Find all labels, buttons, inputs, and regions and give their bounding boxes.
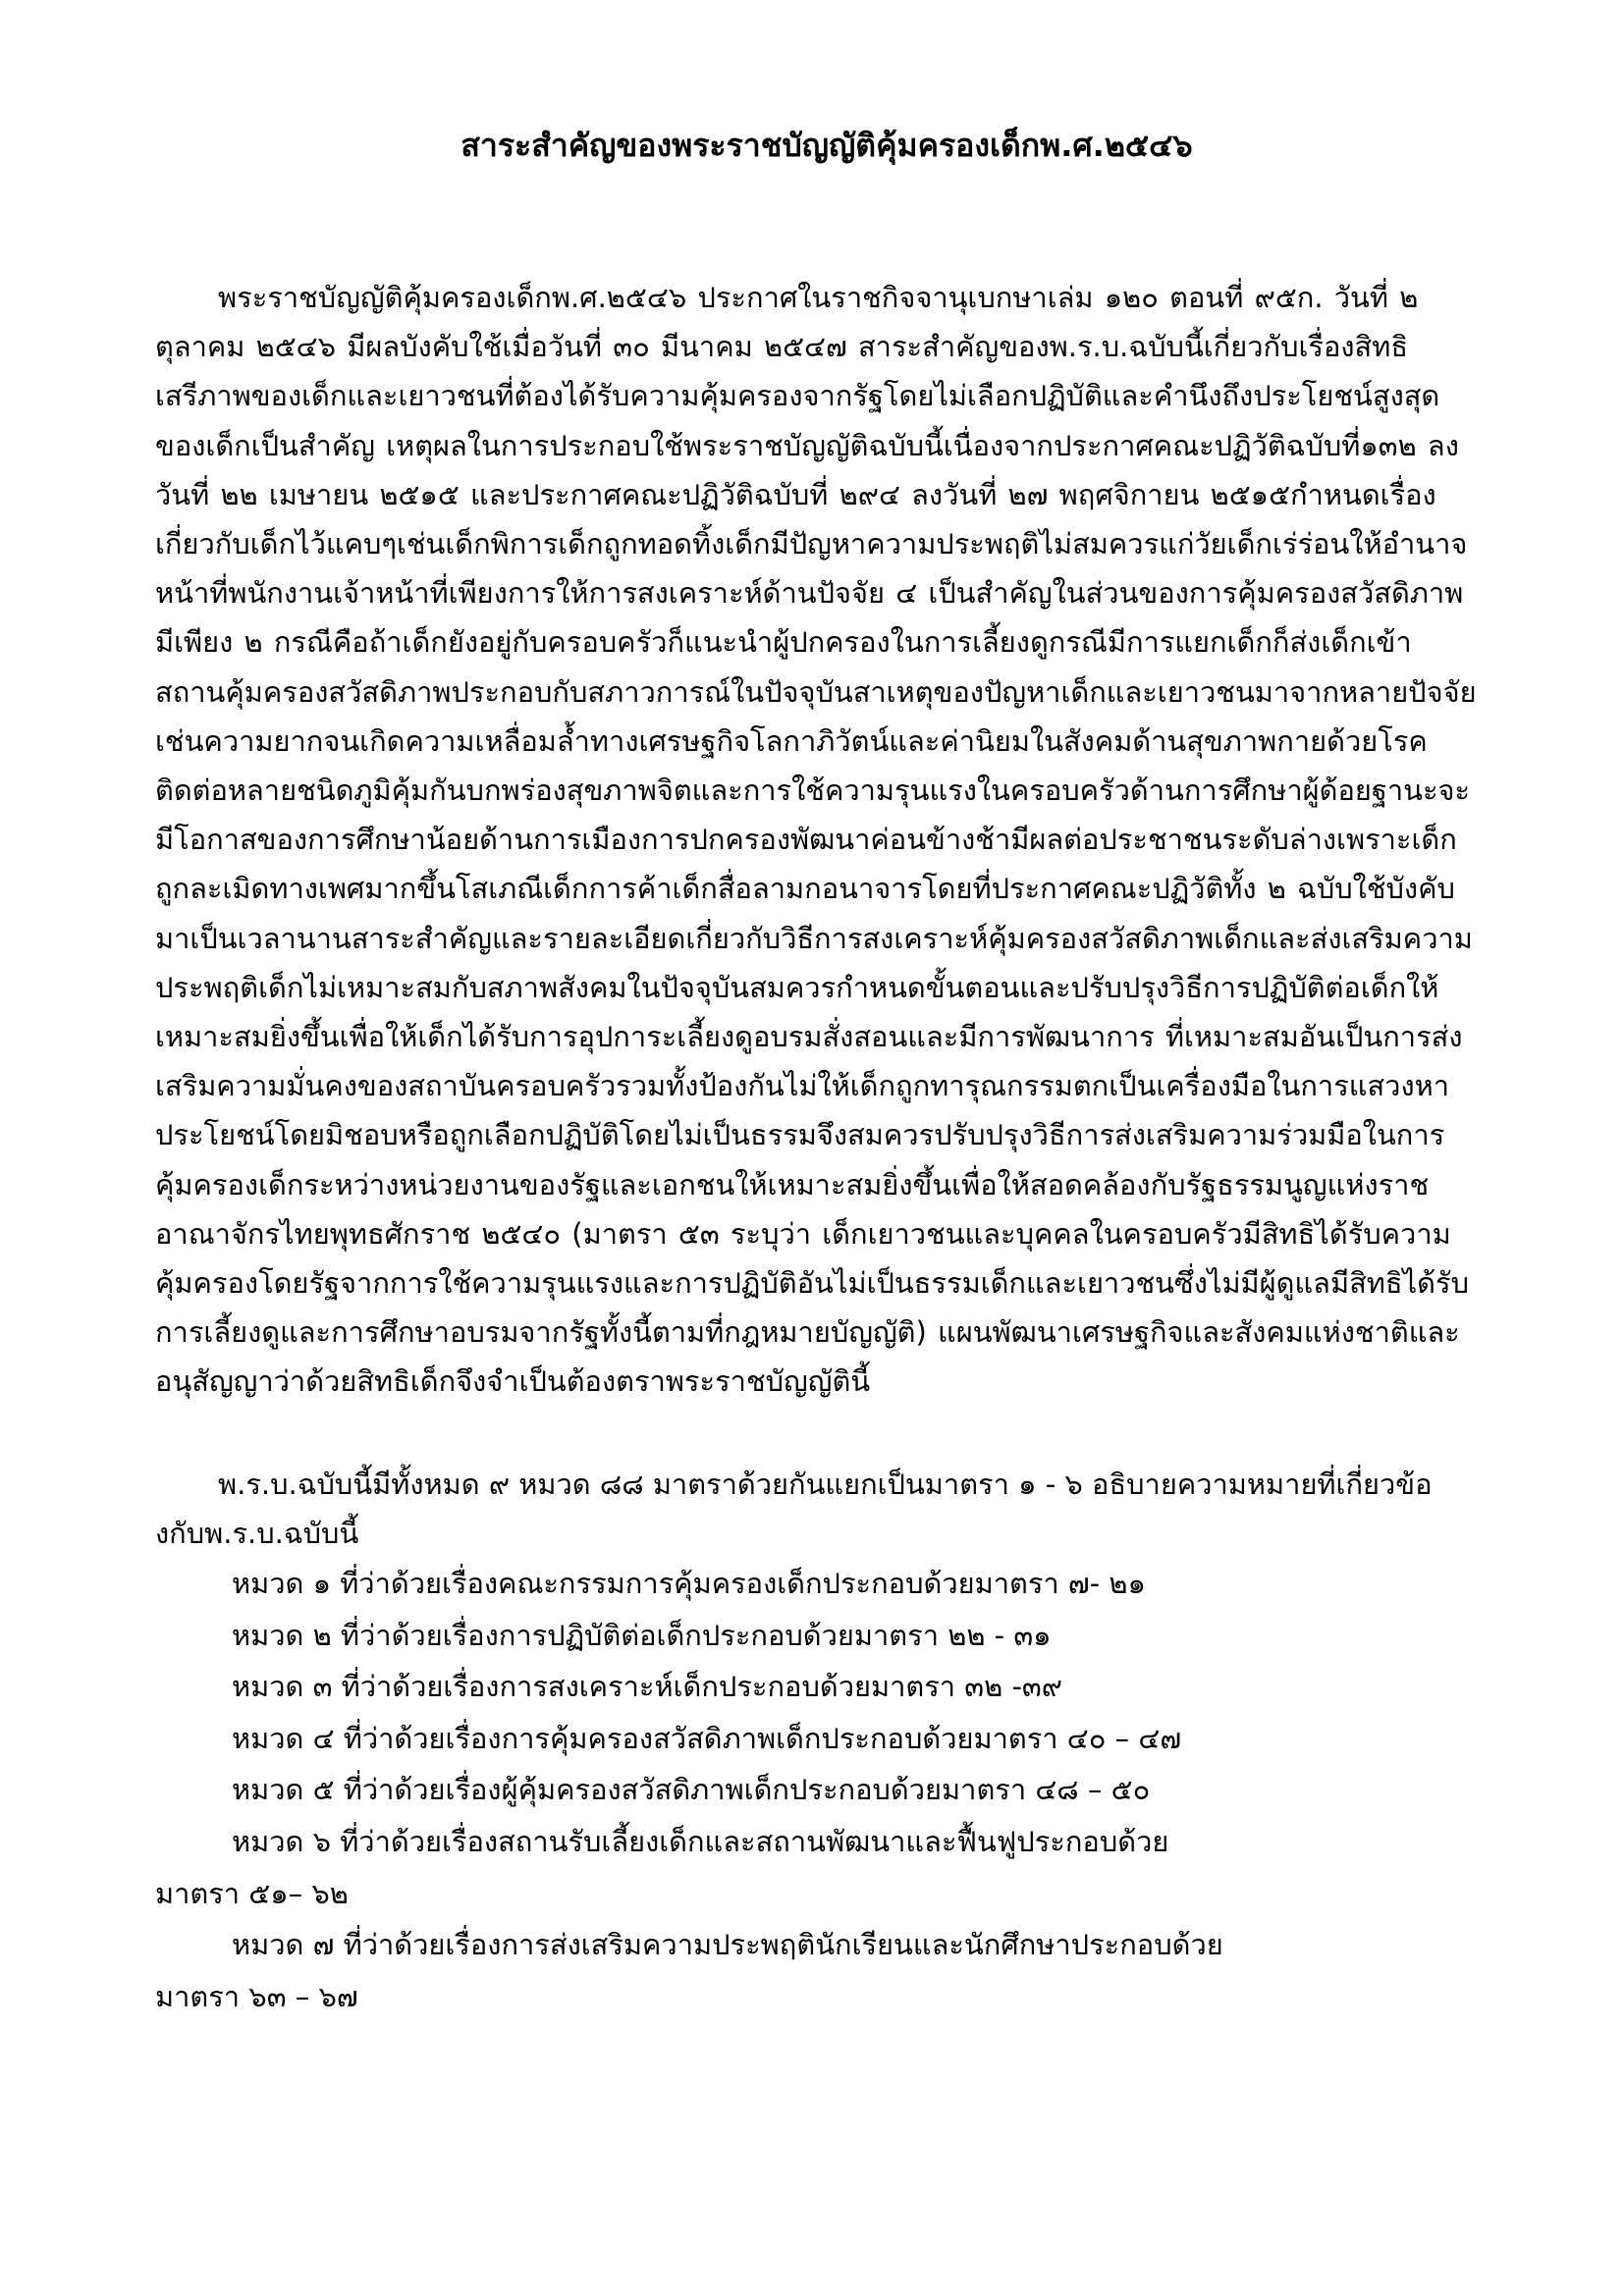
chapter-item: [155, 1713, 1479, 1765]
chapter-text: หมวด ๕ ที่ว่าด้วยเรื่องผู้คุ้มครองสวัสดิภาพเด็กประกอบด้วยมาตรา ๔๘ – ๕๐: [232, 1773, 1151, 1807]
chapter-item: [155, 1816, 1479, 1919]
chapter-text: หมวด ๒ ที่ว่าด้วยเรื่องการปฏิบัติต่อเด็กประกอบด้วยมาตรา ๒๒ - ๓๑: [232, 1618, 1052, 1652]
chapter-item: [155, 1919, 1479, 2022]
chapter-text: หมวด ๓ ที่ว่าด้วยเรื่องการสงเคราะห์เด็กประกอบด้วยมาตรา ๓๒ -๓๙: [232, 1670, 1062, 1704]
chapter-item: [155, 1558, 1479, 1610]
document-title: สาระสำคัญของพระราชบัญญัติคุ้มครองเด็กพ.ศ.๒๕๔๖: [460, 127, 1193, 164]
chapter-continuation: มาตรา ๖๓ – ๖๗: [155, 1979, 358, 2013]
summary-paragraph: พ.ร.บ.ฉบับนี้มีทั้งหมด ๙ หมวด ๘๘ มาตราด้วยกันแยกเป็นมาตรา ๑ - ๖ อธิบายความหมายที่เกี่ยวข้องกับพ.ร.บ.ฉบับนี้: [155, 1467, 1433, 1550]
chapter-text: หมวด ๑ ที่ว่าด้วยเรื่องคณะกรรมการคุ้มครองเด็กประกอบด้วยมาตรา ๗- ๒๑: [232, 1567, 1146, 1601]
chapter-text: หมวด ๔ ที่ว่าด้วยเรื่องการคุ้มครองสวัสดิภาพเด็กประกอบด้วยมาตรา ๔๐ – ๔๗: [232, 1721, 1182, 1755]
chapter-item: [155, 1764, 1479, 1816]
chapter-text: หมวด ๗ ที่ว่าด้วยเรื่องการส่งเสริมความประพฤตินักเรียนและนักศึกษาประกอบด้วย: [232, 1928, 1223, 1962]
chapter-item: [155, 1610, 1479, 1662]
chapter-item: [155, 1661, 1479, 1713]
chapter-list: [155, 1558, 1479, 2022]
chapter-continuation: มาตรา ๕๑– ๖๒: [155, 1876, 349, 1910]
intro-paragraph: พระราชบัญญัติคุ้มครองเด็กพ.ศ.๒๕๔๖ ประกาศในราชกิจจานุเบกษาเล่ม ๑๒๐ ตอนที่ ๙๕ก. วันที่ ๒ ตุลาคม ๒๕๔๖ มีผลบังคับใช้เมื่อวันที่ ๓๐ มีนาคม ๒๕๔๗ สาระสำคัญของพ.ร.บ.ฉบับนี้เกี่ยวกับเรื่องสิทธิเสรีภาพของเด็กและเยาวชนที่ต้องได้รับความคุ้มครองจากรัฐโดยไม่เลือกปฏิบัติและคำนึงถึงประโยชน์สูงสุดของเด็กเป็นสำคัญ เหตุผลในการประกอบใช้พระราชบัญญัติฉบับนี้เนื่องจากประกาศคณะปฏิวัติฉบับที่๑๓๒ ลงวันที่ ๒๒ เมษายน ๒๕๑๕ และประกาศคณะปฏิวัติฉบับที่ ๒๙๔ ลงวันที่ ๒๗ พฤศจิกายน ๒๕๑๕กำหนดเรื่องเกี่ยวกับเด็กไว้แคบๆเช่นเด็กพิการเด็กถูกทอดทิ้งเด็กมีปัญหาความประพฤติไม่สมควรแก่วัยเด็กเร่ร่อนให้อำนาจหน้าที่พนักงานเจ้าหน้าที่เพียงการให้การสงเคราะห์ด้านปัจจัย ๔ เป็นสำคัญในส่วนของการคุ้มครองสวัสดิภาพมีเพียง ๒ กรณีคือถ้าเด็กยังอยู่กับครอบครัวก็แนะนำผู้ปกครองในการเลี้ยงดูกรณีมีการแยกเด็กก็ส่งเด็กเข้าสถานคุ้มครองสวัสดิภาพประกอบกับสภาวการณ์ในปัจจุบันสาเหตุของปัญหาเด็กและเยาวชนมาจากหลายปัจจัยเช่นความยากจนเกิดความเหลื่อมล้ำทางเศรษฐกิจโลกาภิวัตน์และค่านิยมในสังคมด้านสุขภาพกายด้วยโรคติดต่อหลายชนิดภูมิคุ้มกันบกพร่องสุขภาพจิตและการใช้ความรุนแรงในครอบครัวด้านการศึกษาผู้ด้อยฐานะจะมีโอกาสของการศึกษาน้อยด้านการเมืองการปกครองพัฒนาค่อนข้างช้ามีผลต่อประชาชนระดับล่างเพราะเด็กถูกละเมิดทางเพศมากขึ้นโสเภณีเด็กการค้าเด็กสื่อลามกอนาจารโดยที่ประกาศคณะปฏิวัติทั้ง ๒ ฉบับใช้บังคับมาเป็นเวลานานสาระสำคัญและรายละเอียดเกี่ยวกับวิธีการสงเคราะห์คุ้มครองสวัสดิภาพเด็กและส่งเสริมความประพฤติเด็กไม่เหมาะสมกับสภาพสังคมในปัจจุบันสมควรกำหนดขั้นตอนและปรับปรุงวิธีการปฏิบัติต่อเด็กให้เหมาะสมยิ่งขึ้นเพื่อให้เด็กได้รับการอุปการะเลี้ยงดูอบรมสั่งสอนและมีการพัฒนาการ ที่เหมาะสมอันเป็นการส่งเสริมความมั่นคงของสถาบันครอบครัวรวมทั้งป้องกันไม่ให้เด็กถูกทารุณกรรมตกเป็นเครื่องมือในการแสวงหาประโยชน์โดยมิชอบหรือถูกเลือกปฏิบัติโดยไม่เป็นธรรมจึงสมควรปรับปรุงวิธีการส่งเสริมความร่วมมือในการคุ้มครองเด็กระหว่างหน่วยงานของรัฐและเอกชนให้เหมาะสมยิ่งขึ้นเพื่อให้สอดคล้องกับรัฐธรรมนูญแห่งราชอาณาจักรไทยพุทธศักราช ๒๕๔๐ (มาตรา ๕๓ ระบุว่า เด็กเยาวชนและบุคคลในครอบครัวมีสิทธิได้รับความคุ้มครองโดยรัฐจากการใช้ความรุนแรงและการปฏิบัติอันไม่เป็นธรรมเด็กและเยาวชนซึ่งไม่มีผู้ดูแลมีสิทธิได้รับการเลี้ยงดูและการศึกษาอบรมจากรัฐทั้งนี้ตามที่กฎหมายบัญญัติ) แผนพัฒนาเศรษฐกิจและสังคมแห่งชาติและอนุสัญญาว่าด้วยสิทธิเด็กจึงจำเป็นต้องตราพระราชบัญญัตินี้: [155, 281, 1477, 1399]
chapter-text: หมวด ๖ ที่ว่าด้วยเรื่องสถานรับเลี้ยงเด็กและสถานพัฒนาและฟื้นฟูประกอบด้วย: [232, 1825, 1169, 1859]
